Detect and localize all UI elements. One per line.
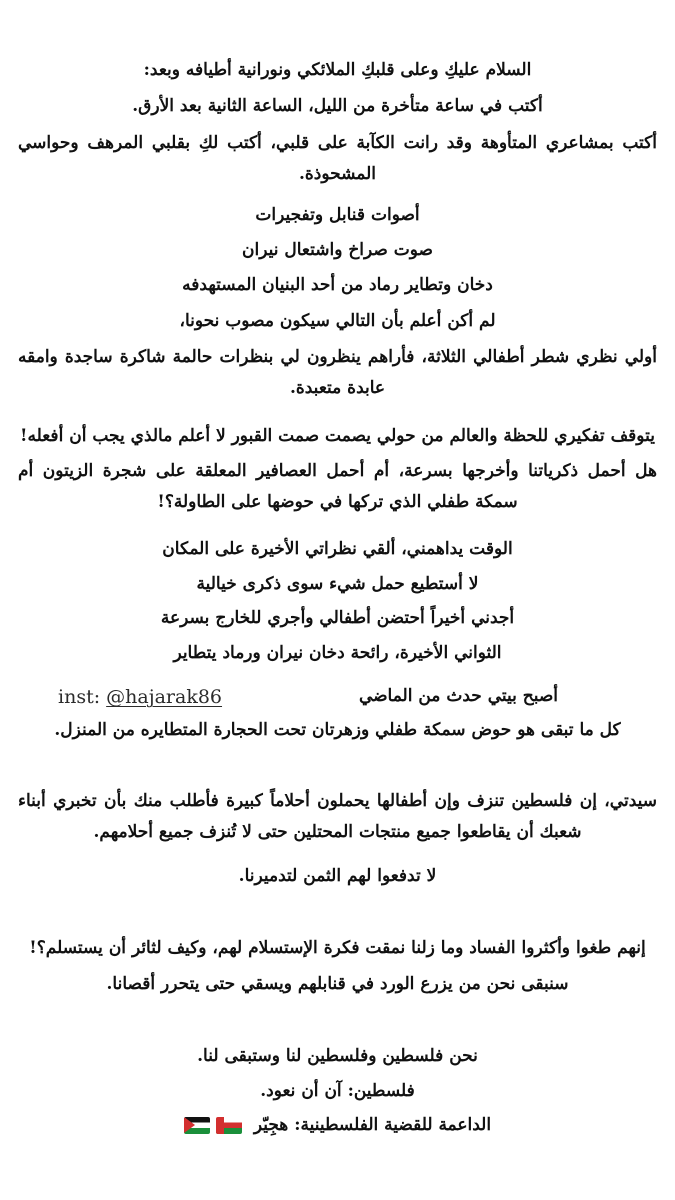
instagram-handle-link[interactable]: @hajarak86 bbox=[106, 686, 223, 708]
letter-line: سنبقى نحن من يزرع الورد في قنابلهم ويسقي حتى يتحرر أقصانا. bbox=[106, 974, 569, 994]
instagram-tag-prefix: inst: bbox=[58, 686, 107, 708]
instagram-tag[interactable] bbox=[58, 686, 222, 708]
letter-line: الثواني الأخيرة، رائحة دخان نيران ورماد يتطاير bbox=[173, 643, 502, 663]
flag-group bbox=[184, 1117, 242, 1134]
closing-line: نحن فلسطين وفلسطين لنا وستبقى لنا. bbox=[197, 1046, 478, 1066]
letter-paragraph: أكتب بمشاعري المتأوهة وقد رانت الكآبة على قلبي، أكتب لكِ بقلبي المرهف وحواسي المشحوذة. bbox=[18, 133, 657, 185]
signature-line bbox=[18, 1117, 657, 1134]
letter-line: إنهم طغوا وأكثروا الفساد وما زلنا نمقت فكرة الإستسلام لهم، وكيف لثائر أن يستسلم؟! bbox=[29, 938, 646, 958]
letter-paragraph: هل أحمل ذكرياتنا وأخرجها بسرعة، أم أحمل العصافير المعلقة على شجرة الزيتون أم سمكة طفلي الذي تركها في حوضها على الطاولة؟! bbox=[18, 461, 657, 513]
palestine-flag-icon bbox=[184, 1117, 210, 1134]
greeting-line: السلام عليكِ وعلى قلبكِ الملائكي ونورانية أطيافه وبعد: bbox=[143, 60, 532, 80]
letter-paragraph: أولي نظري شطر أطفالي الثلاثة، فأراهم ينظرون لي بنظرات حالمة شاكرة ساجدة وامقه عابدة متعبدة. bbox=[18, 347, 657, 399]
letter-line: أصبح بيتي حدث من الماضي bbox=[358, 686, 559, 706]
letter-paragraph: سيدتي، إن فلسطين تنزف وإن أطفالها يحملون أحلاماً كبيرة فأطلب منك بأن تخبري أبناء شعبك أن يقاطعوا جميع منتجات المحتلين حتى لا تُنزف جميع أحلامهم. bbox=[18, 791, 657, 843]
letter-line: دخان وتطاير رماد من أحد البنيان المستهدفه bbox=[182, 275, 493, 295]
letter-line: لا تدفعوا لهم الثمن لتدميرنا. bbox=[238, 866, 437, 886]
letter-line: لم أكن أعلم بأن التالي سيكون مصوب نحونا، bbox=[179, 311, 496, 331]
letter-line: أكتب في ساعة متأخرة من الليل، الساعة الثانية بعد الأرق. bbox=[132, 96, 543, 116]
letter-line: أجدني أخيراً أحتضن أطفالي وأجري للخارج بسرعة bbox=[160, 608, 515, 628]
letter-line: الوقت يداهمني، ألقي نظراتي الأخيرة على المكان bbox=[162, 539, 513, 559]
signature-text: الداعمة للقضية الفلسطينية: هجِيّر bbox=[253, 1115, 492, 1135]
letter-line: يتوقف تفكيري للحظة والعالم من حولي يصمت صمت القبور لا أعلم مالذي يجب أن أفعله! bbox=[20, 426, 655, 446]
letter-line: أصوات قنابل وتفجيرات bbox=[255, 205, 420, 225]
oman-flag-icon bbox=[216, 1117, 242, 1134]
letter-line: لا أستطيع حمل شيء سوى ذكرى خيالية bbox=[196, 574, 479, 594]
closing-line: فلسطين: آن أن نعود. bbox=[260, 1081, 415, 1101]
letter-line: كل ما تبقى هو حوض سمكة طفلي وزهرتان تحت الحجارة المتطايره من المنزل. bbox=[54, 720, 621, 740]
letter-line: صوت صراخ واشتعال نيران bbox=[242, 240, 433, 260]
